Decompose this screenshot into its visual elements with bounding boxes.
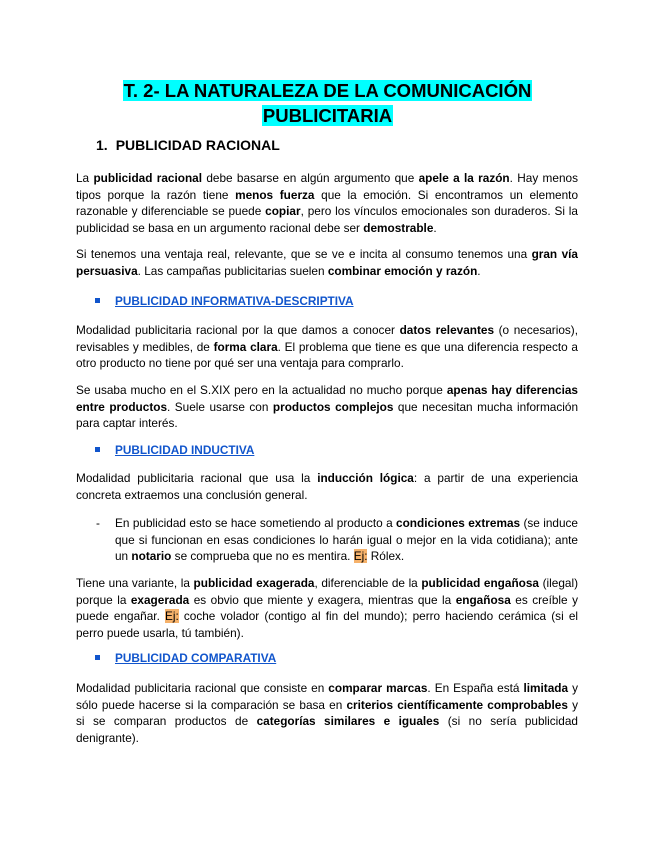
example-highlight: Ej:	[164, 609, 179, 623]
title-line-2: PUBLICITARIA	[262, 105, 393, 126]
paragraph-ventaja: Si tenemos una ventaja real, relevante, que se ve e incita al consumo tenemos una gran vía persuasiva. Las campañas publicitarias suelen combinar emoción y razón.	[76, 247, 578, 278]
subheading-inductiva-label[interactable]: PUBLICIDAD INDUCTIVA	[115, 443, 255, 457]
subheading-informativa-label[interactable]: PUBLICIDAD INFORMATIVA-DESCRIPTIVA	[115, 294, 354, 308]
bullet-square-icon	[95, 655, 100, 660]
paragraph-comparativa-def: Modalidad publicitaria racional que consiste en comparar marcas. En España está limitada y sólo puede hacerse si la comparación se basa en criterios científicamente comprobables y si se comparan productos de categorías similares e iguales (si no sería publicidad denigrante).	[76, 681, 578, 745]
paragraph-informativa-uso: Se usaba mucho en el S.XIX pero en la actualidad no mucho porque apenas hay diferencias entre productos. Suele usarse con productos complejos que necesitan mucha información para captar interés.	[76, 383, 579, 430]
bullet-square-icon	[95, 447, 100, 452]
subheading-informativa	[95, 294, 354, 308]
subheading-comparativa	[95, 651, 276, 665]
section-number: 1.	[96, 137, 108, 153]
section-title: PUBLICIDAD RACIONAL	[115, 137, 280, 153]
list-item-condiciones: - En publicidad esto se hace sometiendo al producto a condiciones extremas (se induce que si funcionan en esas condiciones lo harán igual o mejor en la vida cotidiana); ante un notario se comprueba que no es mentira. Ej: Rólex.	[96, 516, 578, 563]
list-dash: -	[96, 516, 100, 530]
subheading-inductiva	[95, 443, 254, 457]
document-title	[0, 78, 655, 128]
subheading-comparativa-label[interactable]: PUBLICIDAD COMPARATIVA	[115, 651, 277, 665]
paragraph-exagerada: Tiene una variante, la publicidad exagerada, diferenciable de la publicidad engañosa (ilegal) porque la exagerada es obvio que miente y exagera, mientras que la engañosa es creíble y puede engañar. Ej: coche volador (contigo al fin del mundo); perro haciendo cerámica (si el perro puede usarla, tú también).	[76, 576, 578, 640]
title-line-1: T. 2- LA NATURALEZA DE LA COMUNICACIÓN	[123, 80, 532, 101]
bullet-square-icon	[95, 298, 100, 303]
section-heading-racional	[96, 137, 280, 153]
paragraph-racional-intro: La publicidad racional debe basarse en algún argumento que apele a la razón. Hay menos tipos porque la razón tiene menos fuerza que la emoción. Si encontramos un elemento razonable y diferenciable se puede copiar, pero los vínculos emocionales son duraderos. Si la publicidad se basa en un argumento racional debe ser demostrable.	[76, 171, 579, 235]
paragraph-informativa-def: Modalidad publicitaria racional por la que damos a conocer datos relevantes (o necesarios), revisables y medibles, de forma clara. El problema que tiene es que una diferencia respecto a otro producto no tiene por qué ser una ventaja para comprarlo.	[76, 323, 578, 370]
example-highlight: Ej:	[353, 549, 368, 563]
paragraph-inductiva-def: Modalidad publicitaria racional que usa la inducción lógica: a partir de una experiencia concreta extraemos una conclusión general.	[76, 471, 578, 502]
